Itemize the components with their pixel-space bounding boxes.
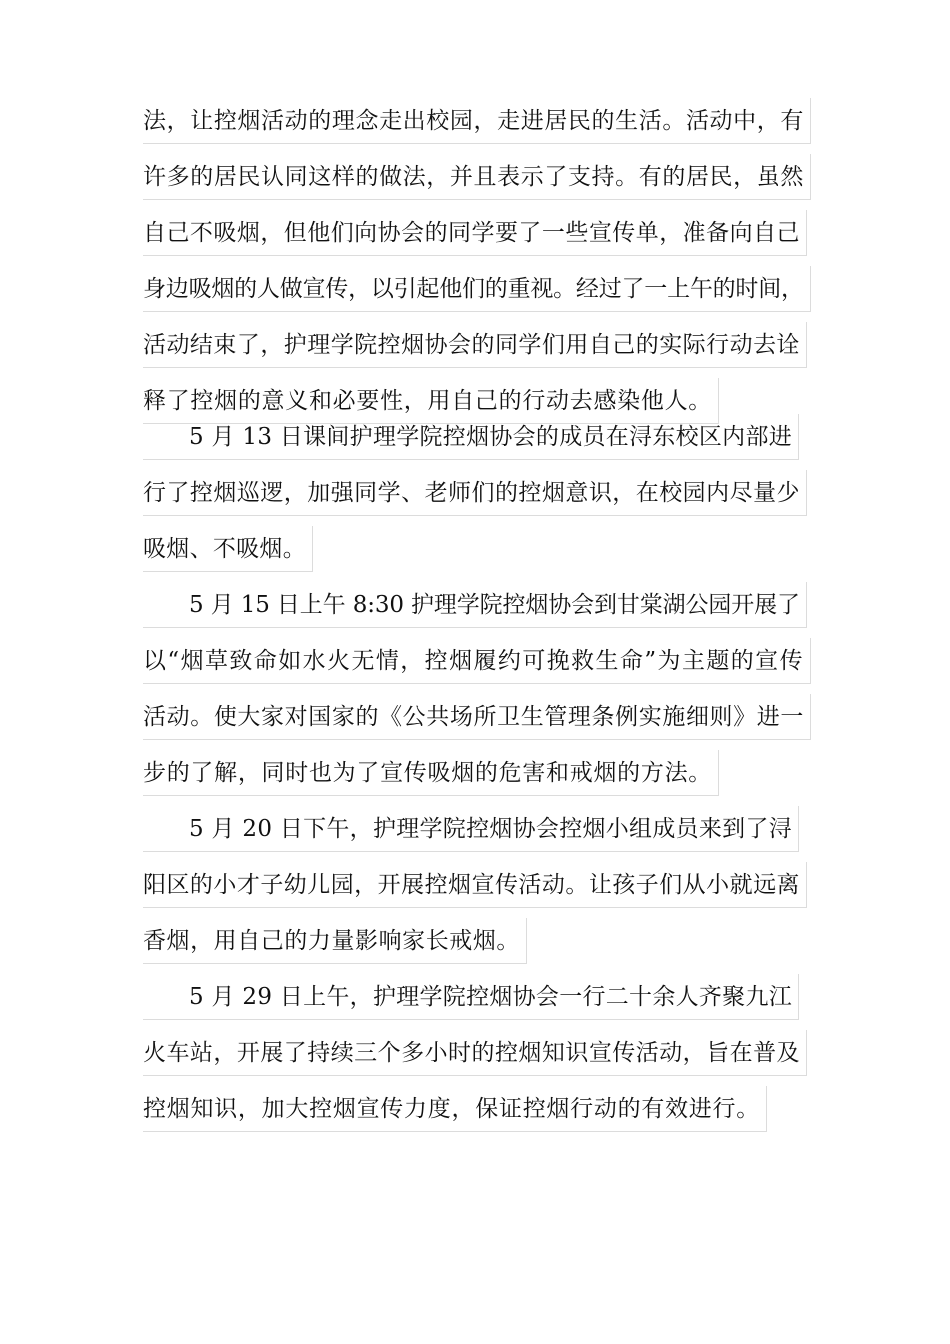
text-line: 香烟，用自己的力量影响家长戒烟。	[143, 918, 527, 964]
paragraph-2	[143, 414, 843, 582]
text-line: 5 月 20 日下午，护理学院控烟协会控烟小组成员来到了浔	[143, 806, 799, 852]
text-line: 控烟知识，加大控烟宣传力度，保证控烟行动的有效进行。	[143, 1086, 767, 1132]
paragraph-4	[143, 806, 843, 974]
text-line: 释了控烟的意义和必要性，用自己的行动去感染他人。	[143, 378, 719, 424]
text-line: 身边吸烟的人做宣传，以引起他们的重视。经过了一上午的时间，	[143, 266, 811, 312]
paragraph-3	[143, 582, 843, 806]
text-line: 吸烟、不吸烟。	[143, 526, 313, 572]
text-line: 法，让控烟活动的理念走出校园，走进居民的生活。活动中，有	[143, 98, 811, 144]
text-line: 火车站，开展了持续三个多小时的控烟知识宣传活动，旨在普及	[143, 1030, 807, 1076]
text-line: 自己不吸烟，但他们向协会的同学要了一些宣传单，准备向自己	[143, 210, 807, 256]
text-line: 活动结束了，护理学院控烟协会的同学们用自己的实际行动去诠	[143, 322, 807, 368]
text-line: 以“烟草致命如水火无情，控烟履约可挽救生命”为主题的宣传	[143, 638, 811, 684]
paragraph-5	[143, 974, 843, 1142]
paragraph-1	[143, 98, 843, 434]
text-line: 步的了解，同时也为了宣传吸烟的危害和戒烟的方法。	[143, 750, 719, 796]
text-line: 5 月 15 日上午 8:30 护理学院控烟协会到甘棠湖公园开展了	[143, 582, 807, 628]
text-line: 5 月 13 日课间护理学院控烟协会的成员在浔东校区内部进	[143, 414, 799, 460]
text-line: 行了控烟巡逻，加强同学、老师们的控烟意识，在校园内尽量少	[143, 470, 807, 516]
text-line: 5 月 29 日上午，护理学院控烟协会一行二十余人齐聚九江	[143, 974, 799, 1020]
text-line: 阳区的小才子幼儿园，开展控烟宣传活动。让孩子们从小就远离	[143, 862, 807, 908]
text-line: 活动。使大家对国家的《公共场所卫生管理条例实施细则》进一	[143, 694, 811, 740]
text-line: 许多的居民认同这样的做法，并且表示了支持。有的居民，虽然	[143, 154, 811, 200]
